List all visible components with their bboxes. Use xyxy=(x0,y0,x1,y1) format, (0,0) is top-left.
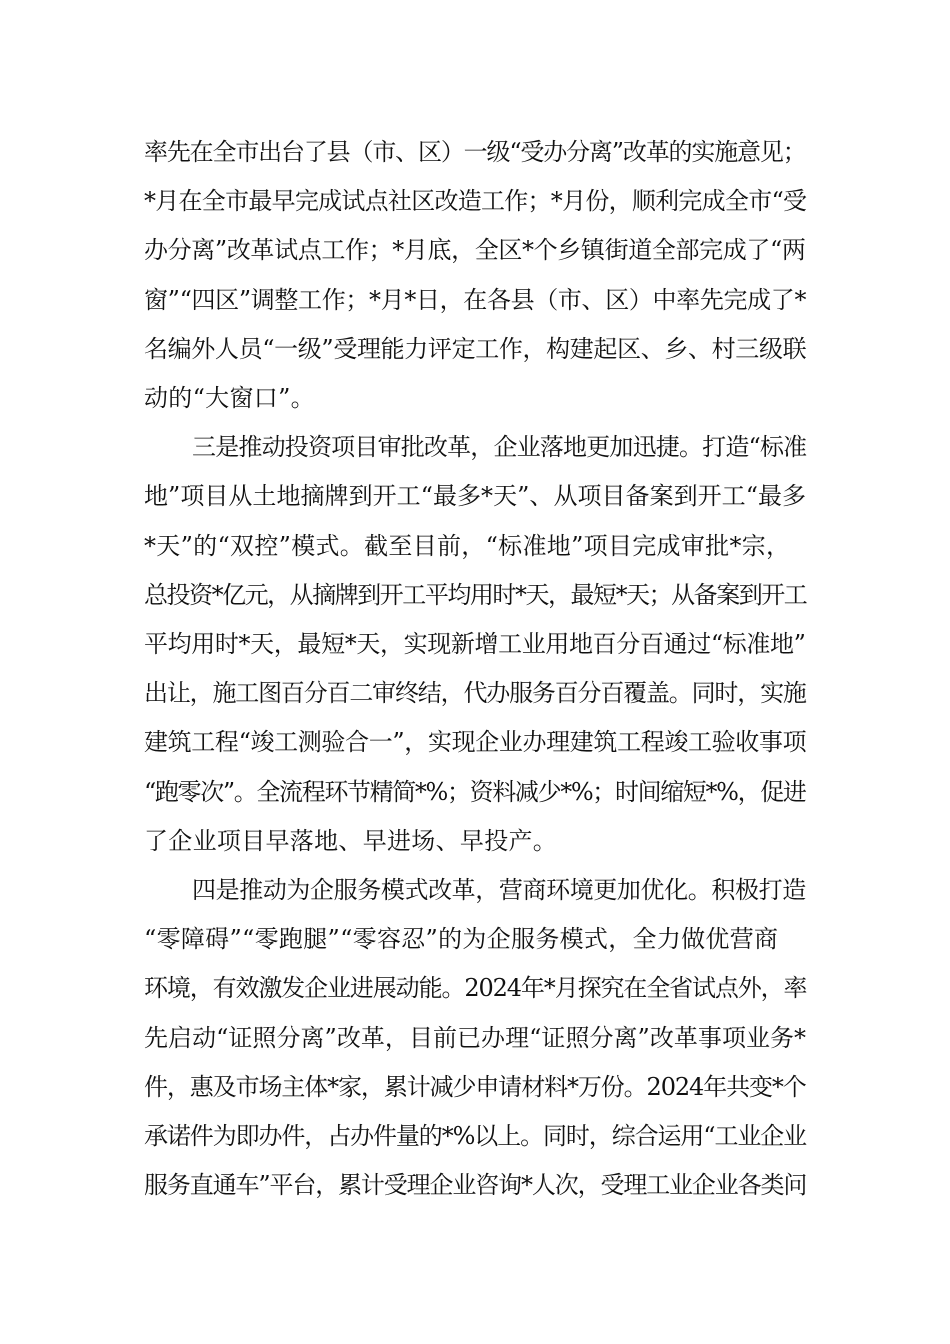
text-line: 服务直通车”平台，累计受理企业咨询*人次，受理工业企业各类问 xyxy=(144,1171,807,1200)
document-page xyxy=(144,128,806,1210)
text-line: 名编外人员“一级”受理能力评定工作，构建起区、乡、村三级联 xyxy=(144,334,807,363)
text-line: 件，惠及市场主体*家，累计减少申请材料*万份。2024年共变*个 xyxy=(144,1072,806,1101)
text-line: 先启动“证照分离”改革，目前已办理“证照分离”改革事项业务* xyxy=(144,1023,807,1052)
text-line: 总投资*亿元，从摘牌到开工平均用时*天，最短*天；从备案到开工 xyxy=(144,580,807,609)
text-line: “零障碍”“零跑腿”“零容忍”的为企服务模式，全力做优营商 xyxy=(144,925,779,954)
text-line: *月在全市最早完成试点社区改造工作；*月份，顺利完成全市“受 xyxy=(144,187,807,216)
text-line: 建筑工程“竣工测验合一”，实现企业办理建筑工程竣工验收事项 xyxy=(144,728,807,757)
text-line: *天”的“双控”模式。截至目前，“标准地”项目完成审批*宗， xyxy=(144,531,791,560)
text-line: 平均用时*天，最短*天，实现新增工业用地百分百通过“标准地” xyxy=(144,630,806,659)
text-line: 办分离”改革试点工作；*月底，全区*个乡镇街道全部完成了“两 xyxy=(144,236,806,265)
paragraph-enterprise-service xyxy=(144,866,806,1210)
paragraph-continuation xyxy=(144,128,806,423)
text-line: 窗”“四区”调整工作；*月*日，在各县（市、区）中率先完成了* xyxy=(144,285,807,314)
text-line: 动的“大窗口”。 xyxy=(144,384,315,413)
text-line: 四是推动为企服务模式改革，营商环境更加优化。积极打造 xyxy=(192,876,806,905)
text-line: 出让，施工图百分百二审终结，代办服务百分百覆盖。同时，实施 xyxy=(144,679,806,708)
text-line: 率先在全市出台了县（市、区）一级“受办分离”改革的实施意见； xyxy=(144,138,806,166)
text-line: 了企业项目早落地、早进场、早投产。 xyxy=(144,826,558,855)
text-line: 承诺件为即办件，占办件量的*%以上。同时，综合运用“工业企业 xyxy=(144,1122,807,1151)
text-line: 环境，有效激发企业进展动能。2024年*月探究在全省试点外，率 xyxy=(144,974,807,1003)
paragraph-investment-approval xyxy=(144,423,806,866)
text-line: 三是推动投资项目审批改革，企业落地更加迅捷。打造“标准 xyxy=(192,433,807,462)
text-line: 地”项目从土地摘牌到开工“最多*天”、从项目备案到开工“最多 xyxy=(144,482,807,511)
text-line: “跑零次”。全流程环节精简*%；资料减少*%；时间缩短*%，促进 xyxy=(144,777,806,806)
